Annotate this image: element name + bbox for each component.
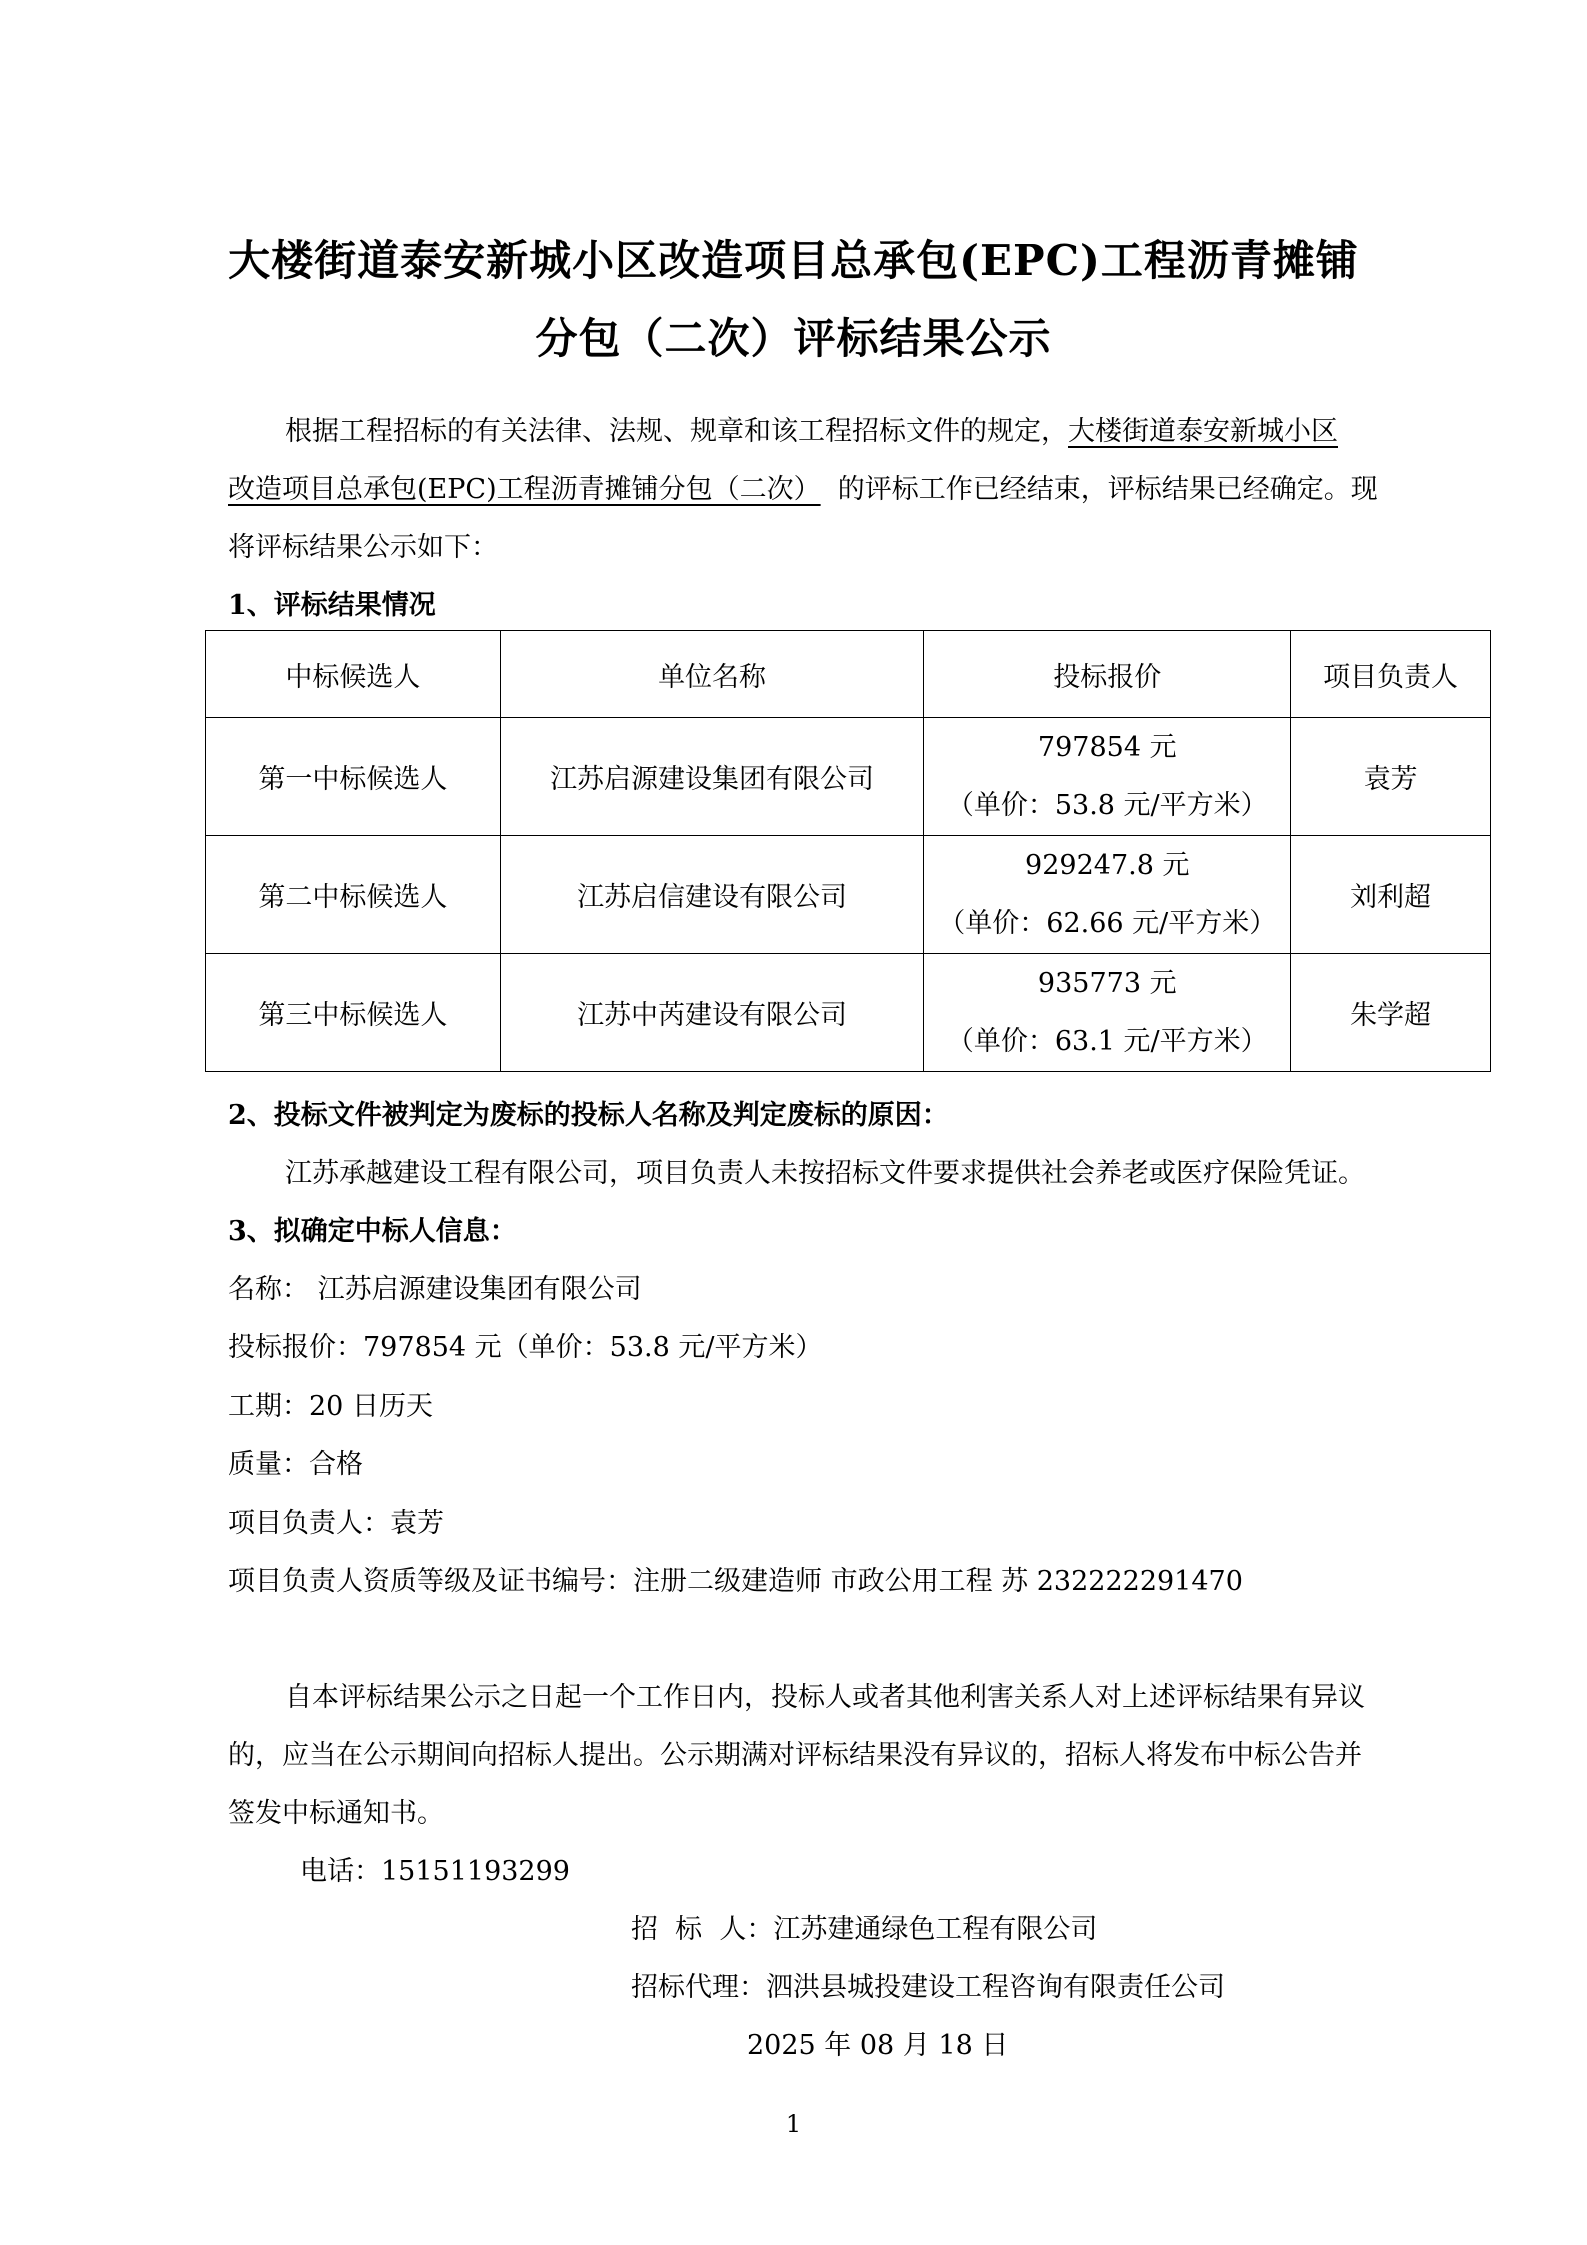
page-number: 1 — [785, 2110, 802, 2138]
quality: 质量：合格 — [228, 1449, 363, 1480]
bid-price-cell — [924, 718, 1291, 836]
project-name-part-2: 改造项目总承包(EPC)工程沥青摊铺分包（二次） — [228, 474, 821, 505]
contact-phone: 电话：15151193299 — [300, 1856, 570, 1887]
section-2-heading: 2、投标文件被判定为废标的投标人名称及判定废标的原因： — [228, 1100, 949, 1131]
company-name: 江苏启信建设有限公司 — [500, 836, 924, 954]
intro-line-2 — [228, 472, 1378, 508]
notice-line-1: 自本评标结果公示之日起一个工作日内，投标人或者其他利害关系人对上述评标结果有异议 — [285, 1682, 1365, 1713]
table-row — [206, 954, 1491, 1072]
invalid-bid-text: 江苏承越建设工程有限公司，项目负责人未按招标文件要求提供社会养老或医疗保险凭证。 — [285, 1158, 1365, 1189]
table-row — [206, 718, 1491, 836]
bid-unit-price: （单价：62.66 元/平方米） — [938, 907, 1277, 939]
intro-line-1 — [285, 414, 1338, 450]
winner-bid-price: 投标报价：797854 元（单价：53.8 元/平方米） — [228, 1332, 823, 1363]
intro-text-2: 的评标工作已经结束，评标结果已经确定。现 — [837, 474, 1378, 505]
candidate-rank: 第三中标候选人 — [206, 954, 501, 1072]
construction-period: 工期：20 日历天 — [228, 1391, 433, 1422]
manager-certificate: 项目负责人资质等级及证书编号：注册二级建造师 市政公用工程 苏 232222291470 — [228, 1566, 1243, 1597]
bid-price-cell — [924, 954, 1291, 1072]
winner-manager: 项目负责人：袁芳 — [228, 1508, 444, 1539]
project-manager: 朱学超 — [1291, 954, 1491, 1072]
bid-unit-price: （单价：63.1 元/平方米） — [946, 1025, 1268, 1057]
table-row — [206, 836, 1491, 954]
intro-line-3: 将评标结果公示如下： — [228, 532, 498, 563]
bid-amount: 797854 元 — [1037, 731, 1177, 763]
header-bid-price: 投标报价 — [924, 631, 1291, 718]
publish-date: 2025 年 08 月 18 日 — [747, 2030, 1009, 2061]
tender-agent: 招标代理：泗洪县城投建设工程咨询有限责任公司 — [631, 1972, 1225, 2003]
bid-price-cell — [924, 836, 1291, 954]
section-1-heading: 1、评标结果情况 — [228, 590, 436, 621]
candidate-rank: 第一中标候选人 — [206, 718, 501, 836]
company-name: 江苏中芮建设有限公司 — [500, 954, 924, 1072]
section-3-heading: 3、拟确定中标人信息： — [228, 1216, 517, 1247]
winner-name: 名称： 江苏启源建设集团有限公司 — [228, 1274, 642, 1305]
bid-amount: 929247.8 元 — [1025, 849, 1190, 881]
candidate-rank: 第二中标候选人 — [206, 836, 501, 954]
notice-line-3: 签发中标通知书。 — [228, 1798, 444, 1829]
header-candidate: 中标候选人 — [206, 631, 501, 718]
document-title-line-1: 大楼街道泰安新城小区改造项目总承包(EPC)工程沥青摊铺 — [228, 236, 1359, 285]
tenderer: 招 标 人：江苏建通绿色工程有限公司 — [631, 1914, 1098, 1945]
intro-text: 根据工程招标的有关法律、法规、规章和该工程招标文件的规定， — [285, 416, 1068, 447]
bid-unit-price: （单价：53.8 元/平方米） — [946, 789, 1268, 821]
company-name: 江苏启源建设集团有限公司 — [500, 718, 924, 836]
bid-amount: 935773 元 — [1037, 967, 1177, 999]
header-manager: 项目负责人 — [1291, 631, 1491, 718]
results-table — [205, 630, 1491, 1072]
project-manager: 刘利超 — [1291, 836, 1491, 954]
header-company: 单位名称 — [500, 631, 924, 718]
notice-line-2: 的，应当在公示期间向招标人提出。公示期满对评标结果没有异议的，招标人将发布中标公告并 — [228, 1740, 1362, 1771]
table-header-row — [206, 631, 1491, 718]
document-title-line-2: 分包（二次）评标结果公示 — [535, 314, 1052, 363]
project-manager: 袁芳 — [1291, 718, 1491, 836]
project-name-part-1: 大楼街道泰安新城小区 — [1068, 416, 1338, 447]
